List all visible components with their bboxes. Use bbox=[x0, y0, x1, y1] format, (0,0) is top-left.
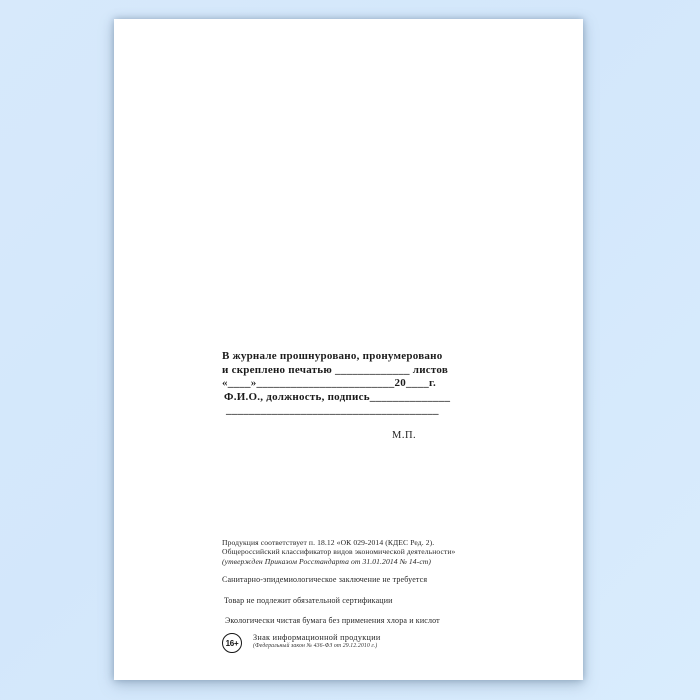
age-rating-text bbox=[253, 633, 381, 649]
age-rating-row bbox=[222, 633, 522, 653]
stitch-line-5: _____________________________________ bbox=[226, 404, 439, 417]
stitch-line-3: «____»________________________20____г. bbox=[222, 377, 437, 390]
stitch-certification-block bbox=[222, 350, 452, 418]
eco-note: Экологически чистая бумага без применения хлора и кислот bbox=[225, 616, 440, 626]
age-rating-title: Знак информационной продукции bbox=[253, 633, 381, 643]
certification-note: Товар не подлежит обязательной сертификации bbox=[224, 595, 393, 605]
document-page bbox=[114, 19, 583, 680]
publication-info-block bbox=[222, 538, 522, 653]
compliance-line-3: (утвержден Приказом Росстандарта от 31.01.2014 № 14-ст) bbox=[222, 556, 432, 566]
compliance-line-2: Общероссийский классификатор видов экономической деятельности» bbox=[222, 547, 456, 557]
compliance-paragraph bbox=[222, 538, 522, 566]
stamp-place-mark: М.П. bbox=[392, 430, 417, 441]
sanitary-note: Санитарно-эпидемиологическое заключение не требуется bbox=[222, 575, 428, 585]
age-rating-law: (Федеральный закон № 436-ФЗ от 29.12.2010 г.) bbox=[253, 643, 378, 650]
stitch-line-2: и скреплено печатью _____________ листов bbox=[222, 363, 449, 376]
age-rating-16plus-icon: 16+ bbox=[222, 633, 242, 653]
stitch-line-4: Ф.И.О., должность, подпись______________ bbox=[224, 390, 451, 403]
compliance-line-1: Продукция соответствует п. 18.12 «ОК 029-2014 (КДЕС Ред. 2). bbox=[222, 538, 435, 547]
stitch-line-1: В журнале прошнуровано, пронумеровано bbox=[222, 350, 443, 362]
